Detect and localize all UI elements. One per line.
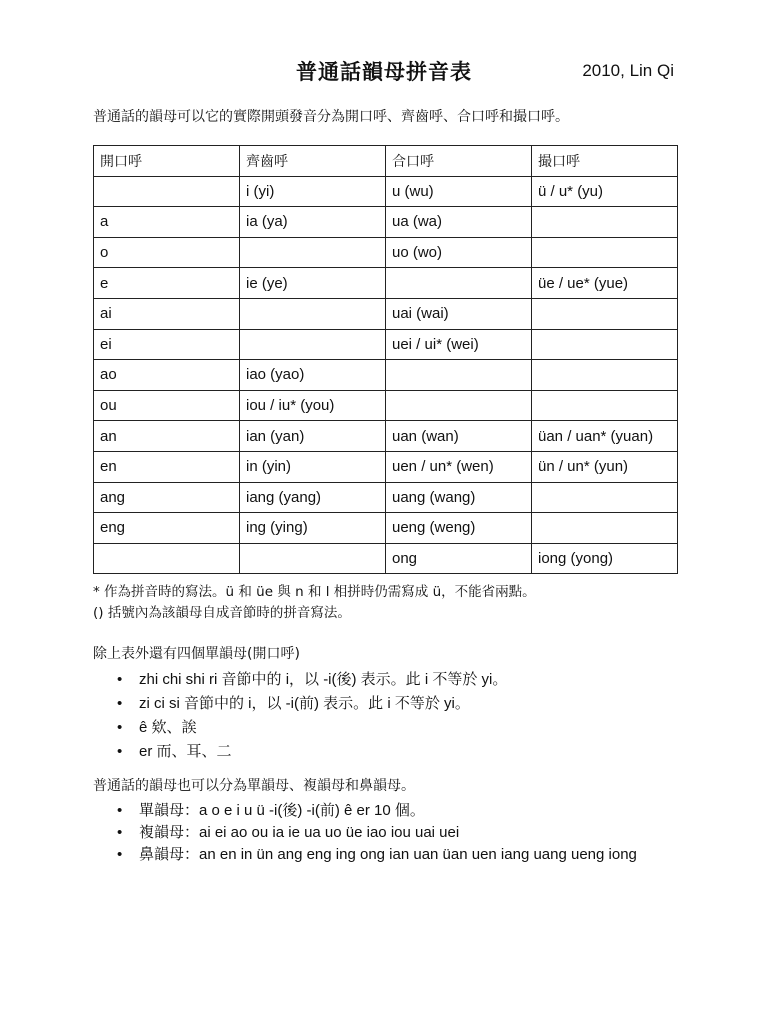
extra-simple-finals-section [93, 644, 507, 764]
list-item-text: ê 欸、誒 [139, 719, 197, 736]
table-row [94, 176, 678, 207]
table-cell [532, 329, 678, 360]
table-row [94, 513, 678, 544]
table-cell: uen / un* (wen) [386, 451, 532, 482]
table-row [94, 329, 678, 360]
table-header-row [94, 146, 678, 177]
bullet-list [93, 800, 675, 866]
list-item-text: zi ci si 音節中的 i，以 -i(前) 表示。此 i 不等於 yi。 [139, 695, 470, 712]
list-item [93, 692, 507, 716]
table-cell: iou / iu* (you) [240, 390, 386, 421]
section-lead: 普通話的韻母也可以分為單韻母、複韻母和鼻韻母。 [93, 778, 415, 794]
table-row [94, 207, 678, 238]
table-cell: uai (wai) [386, 298, 532, 329]
table-cell [240, 298, 386, 329]
column-header-kaikouhu: 開口呼 [94, 146, 240, 177]
table-cell: uei / ui* (wei) [386, 329, 532, 360]
table-cell: o [94, 237, 240, 268]
table-cell: e [94, 268, 240, 299]
table-cell: ün / un* (yun) [532, 451, 678, 482]
table-cell: iang (yang) [240, 482, 386, 513]
table-row [94, 482, 678, 513]
table-cell: eng [94, 513, 240, 544]
list-item [93, 800, 675, 822]
footnote-parentheses: () 括號內為該韻母自成音節時的拼音寫法。 [93, 605, 351, 621]
table-row [94, 298, 678, 329]
footnote-asterisk: * 作為拼音時的寫法。ü 和 üe 與 n 和 l 相拼時仍需寫成 ü，不能省兩點。 [93, 584, 536, 600]
finals-table [93, 145, 678, 574]
table-cell: ou [94, 390, 240, 421]
list-item-text: 複韻母：ai ei ao ou ia ie ua uo üe iao iou uai uei [139, 824, 460, 841]
table-row [94, 543, 678, 574]
table-cell [240, 237, 386, 268]
table-cell: en [94, 451, 240, 482]
table-body [94, 176, 678, 574]
table-cell: uo (wo) [386, 237, 532, 268]
table-cell: in (yin) [240, 451, 386, 482]
bullet-glyph: • [117, 846, 123, 863]
list-item-text: er 而、耳、二 [139, 743, 232, 760]
table-cell [386, 390, 532, 421]
list-item-text: 鼻韻母：an en in ün ang eng ing ong ian uan üan uen iang uang ueng iong [139, 846, 637, 863]
table-cell [94, 543, 240, 574]
table-cell: üan / uan* (yuan) [532, 421, 678, 452]
table-cell: ang [94, 482, 240, 513]
bullet-glyph: • [117, 743, 123, 760]
list-item [93, 740, 507, 764]
table-cell: ia (ya) [240, 207, 386, 238]
table-cell [532, 298, 678, 329]
table-cell [240, 329, 386, 360]
table-cell: iao (yao) [240, 360, 386, 391]
table-cell [240, 543, 386, 574]
table-cell: ei [94, 329, 240, 360]
table-cell: üe / ue* (yue) [532, 268, 678, 299]
table-cell [532, 207, 678, 238]
table-cell: uang (wang) [386, 482, 532, 513]
list-item [93, 822, 675, 844]
author-credit: 2010, Lin Qi [582, 61, 674, 80]
table-row [94, 237, 678, 268]
table-cell [532, 390, 678, 421]
table-cell: u (wu) [386, 176, 532, 207]
table-cell: i (yi) [240, 176, 386, 207]
list-item [93, 716, 507, 740]
table-cell: ie (ye) [240, 268, 386, 299]
bullet-glyph: • [117, 802, 123, 819]
table-cell: ing (ying) [240, 513, 386, 544]
table-cell [386, 268, 532, 299]
table-cell [532, 237, 678, 268]
bullet-list [93, 668, 507, 764]
column-header-cuokouhu: 撮口呼 [532, 146, 678, 177]
table-cell [386, 360, 532, 391]
table-row [94, 421, 678, 452]
table-row [94, 451, 678, 482]
table-cell: iong (yong) [532, 543, 678, 574]
table-cell [532, 360, 678, 391]
page-title: 普通話韻母拼音表 [296, 59, 472, 84]
table-cell [532, 482, 678, 513]
table-cell: a [94, 207, 240, 238]
table-cell: ong [386, 543, 532, 574]
finals-classification-section [93, 776, 675, 866]
table-cell [532, 513, 678, 544]
bullet-glyph: • [117, 824, 123, 841]
table-cell: ian (yan) [240, 421, 386, 452]
table-cell: ueng (weng) [386, 513, 532, 544]
table-row [94, 390, 678, 421]
table-cell: ai [94, 298, 240, 329]
table-cell: uan (wan) [386, 421, 532, 452]
list-item [93, 668, 507, 692]
section-lead: 除上表外還有四個單韻母(開口呼) [93, 646, 300, 662]
table-cell: ao [94, 360, 240, 391]
column-header-qichihu: 齊齒呼 [240, 146, 386, 177]
table-cell [94, 176, 240, 207]
list-item-text: zhi chi shi ri 音節中的 i，以 -i(後) 表示。此 i 不等於 yi。 [139, 671, 508, 688]
bullet-glyph: • [117, 719, 123, 736]
bullet-glyph: • [117, 671, 123, 688]
bullet-glyph: • [117, 695, 123, 712]
column-header-hekouhu: 合口呼 [386, 146, 532, 177]
table-cell: ü / u* (yu) [532, 176, 678, 207]
intro-paragraph: 普通話的韻母可以它的實際開頭發音分為開口呼、齊齒呼、合口呼和撮口呼。 [93, 109, 569, 125]
table-cell: an [94, 421, 240, 452]
table-row [94, 268, 678, 299]
table-row [94, 360, 678, 391]
table-notes [93, 582, 536, 624]
list-item-text: 單韻母：a o e i u ü -i(後) -i(前) ê er 10 個。 [139, 802, 425, 819]
list-item [93, 844, 675, 866]
table-cell: ua (wa) [386, 207, 532, 238]
